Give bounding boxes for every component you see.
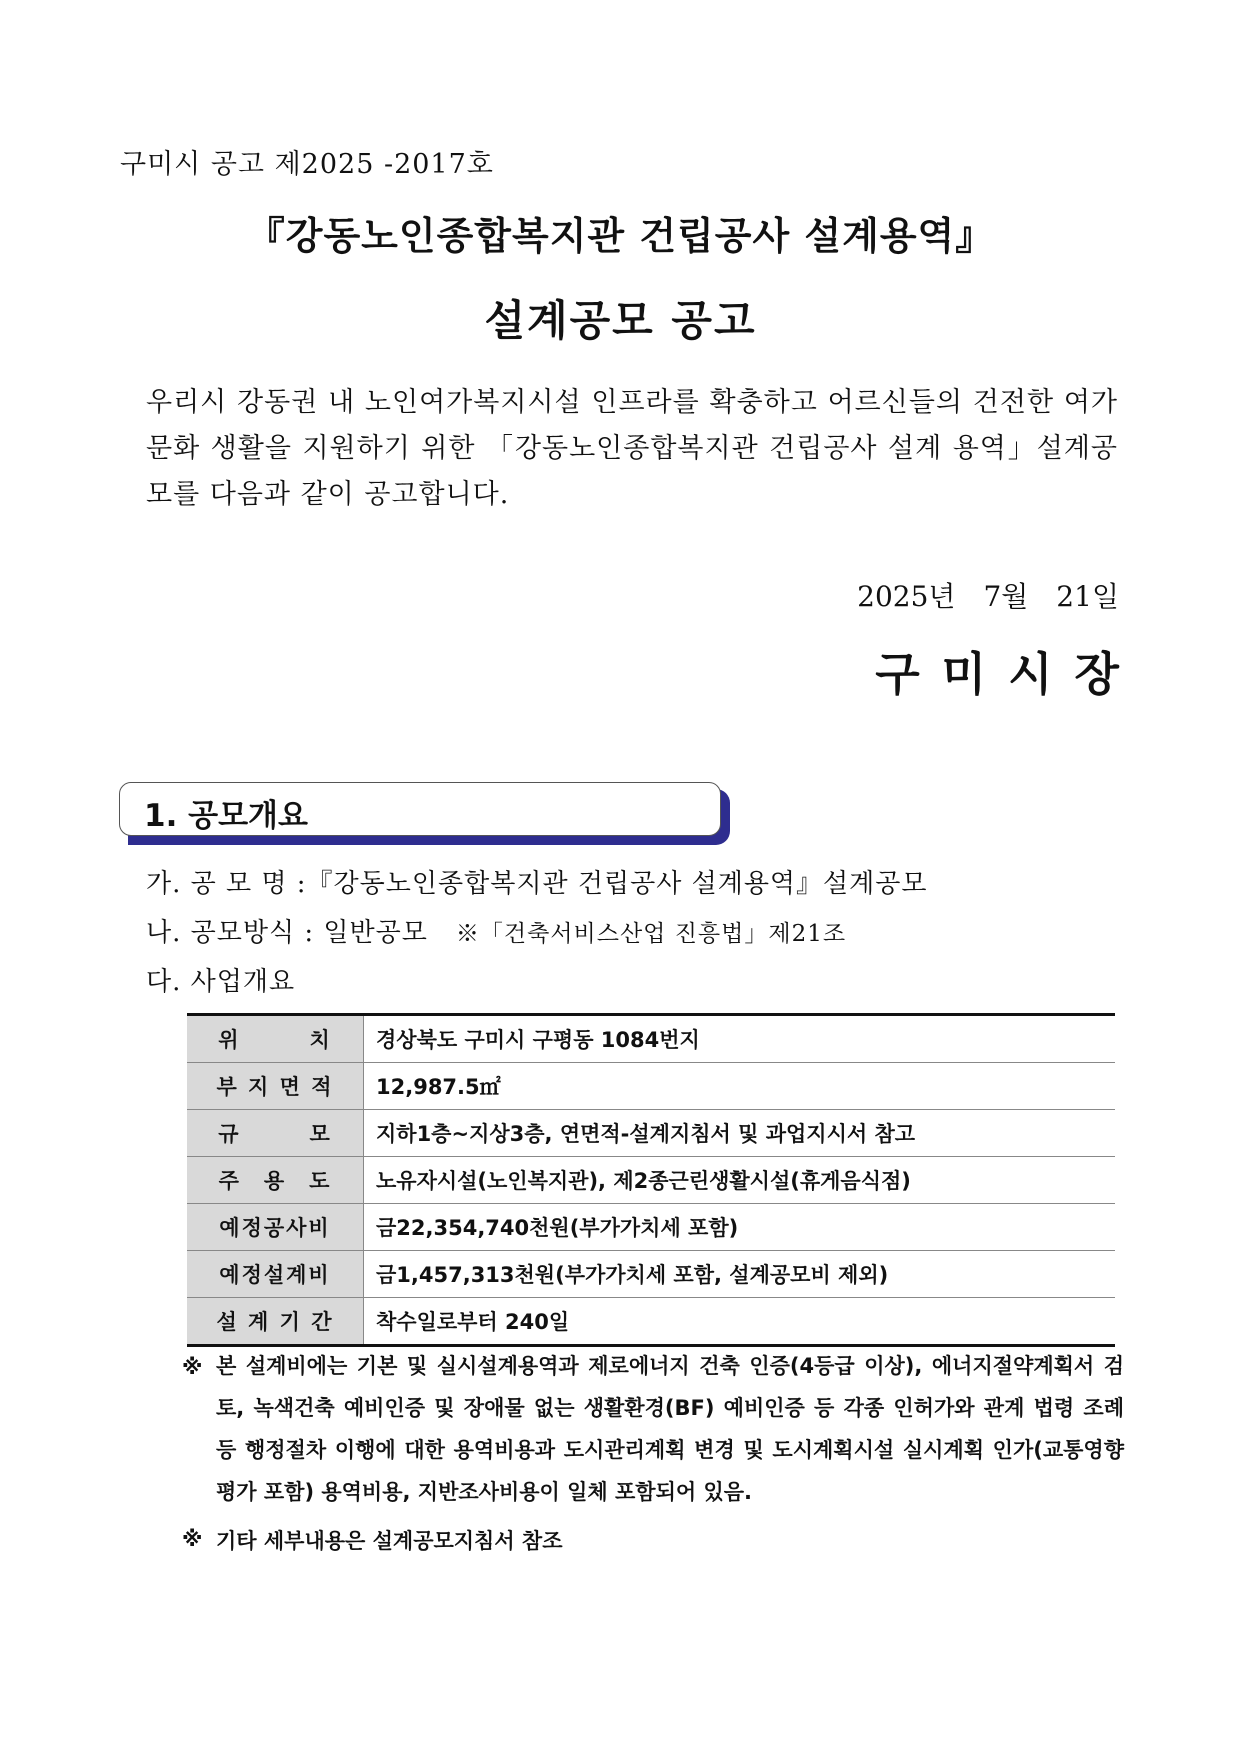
row-value: 금22,354,740천원(부가가치세 포함) xyxy=(364,1204,1116,1251)
row-value: 노유자시설(노인복지관), 제2종근린생활시설(휴게음식점) xyxy=(364,1157,1116,1204)
project-overview-table xyxy=(187,1013,1115,1347)
row-label: 예정공사비 xyxy=(187,1204,364,1251)
row-value: 지하1층~지상3층, 연면적-설계지침서 및 과업지시서 참고 xyxy=(364,1110,1116,1157)
note-text: 본 설계비에는 기본 및 실시설계용역과 제로에너지 건축 인증(4등급 이상), 에너지절약계획서 검토, 녹색건축 예비인증 및 장애물 없는 생활환경(BF) 예비인증 등 각종 인허가와 관계 법령 조례 등 행정절차 이행에 대한 용역비용과 도시관리계획 변경 및 도시계획시설 실시계획 인가(교통영향평가 포함) 용역비용, 지반조사비용이 일체 포함되어 있음. xyxy=(216,1354,1124,1504)
note-item xyxy=(182,1527,1124,1555)
row-label: 부 지 면 적 xyxy=(187,1063,364,1110)
note-mark: ※ xyxy=(182,1355,203,1379)
row-label: 주 용 도 xyxy=(187,1157,364,1204)
document-subtitle: 설계공모 공고 xyxy=(484,296,757,345)
table-row xyxy=(187,1110,1115,1157)
note-mark: ※ xyxy=(182,1527,203,1551)
note-text: 기타 세부내용은 설계공모지침서 참조 xyxy=(216,1529,563,1553)
table-row xyxy=(187,1251,1115,1298)
method-law-note: ※「건축서비스산업 진흥법」제21조 xyxy=(455,921,847,947)
row-label: 규 모 xyxy=(187,1110,364,1157)
signer: 구미시장 xyxy=(875,647,1141,701)
intro-paragraph: 우리시 강동권 내 노인여가복지시설 인프라를 확충하고 어르신들의 건전한 여가문화 생활을 지원하기 위한 「강동노인종합복지관 건립공사 설계 용역」설계공모를 다음과 같이 공고합니다. xyxy=(146,387,1118,510)
row-value: 금1,457,313천원(부가가치세 포함, 설계공모비 제외) xyxy=(364,1251,1116,1298)
row-value: 경상북도 구미시 구평동 1084번지 xyxy=(364,1015,1116,1063)
notes xyxy=(182,1355,1124,1569)
section-title: 1. 공모개요 xyxy=(144,798,308,834)
table-row xyxy=(187,1157,1115,1204)
row-value: 12,987.5㎡ xyxy=(364,1063,1116,1110)
row-label: 설 계 기 간 xyxy=(187,1298,364,1346)
notice-number: 구미시 공고 제2025 -2017호 xyxy=(120,149,494,180)
row-label: 위 치 xyxy=(187,1015,364,1063)
table-row xyxy=(187,1204,1115,1251)
item-project-overview: 다. 사업개요 xyxy=(146,967,296,997)
document-title: 『강동노인종합복지관 건립공사 설계용역』 xyxy=(246,214,995,258)
method-text: 나. 공모방식 : 일반공모 xyxy=(146,918,428,948)
item-competition-method xyxy=(146,912,846,949)
row-label: 예정설계비 xyxy=(187,1251,364,1298)
notice-date: 2025년 7월 21일 xyxy=(857,580,1119,613)
table-row xyxy=(187,1298,1115,1346)
item-competition-name: 가. 공 모 명 :『강동노인종합복지관 건립공사 설계용역』설계공모 xyxy=(146,869,928,899)
row-value: 착수일로부터 240일 xyxy=(364,1298,1116,1346)
note-item xyxy=(182,1355,1124,1513)
table-row xyxy=(187,1015,1115,1063)
table-row xyxy=(187,1063,1115,1110)
